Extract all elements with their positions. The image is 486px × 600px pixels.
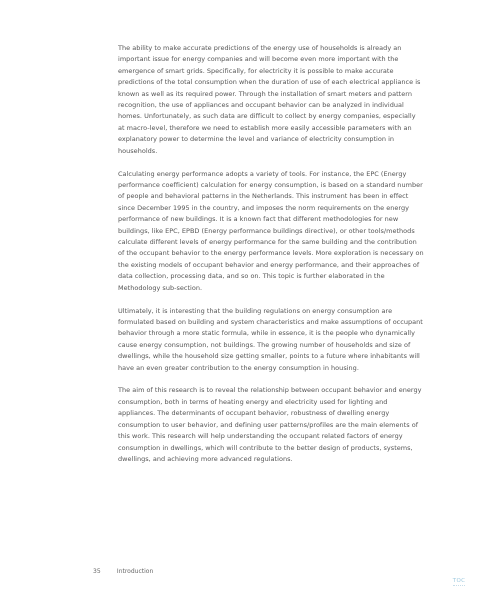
page-number: 35 [93,568,101,575]
toc-dots-icon [453,585,465,586]
paragraph-3: Ultimately, it is interesting that the building regulations on energy consumption are formulated based on building and system characteristics and make assumptions of occupant behavior through a more static formula, while in essence, it is the people who dynamically cause energy consumption, not buildings. The growing number of households and size of dwellings, while the household size getting smaller, points to a future where inhabitants will have an even greater contribution to the energy consumption in housing. [118,306,423,372]
paragraph-1: The ability to make accurate predictions of the energy use of households is already an important issue for energy companies and will become even more important with the emergence of smart grids. Specifically, for electricity it is possible to make accurate predictions of the total consumption when the duration of use of each electrical appliance is known as well as its required power. Through the installation of smart meters and pattern recognition, the use of appliances and occupant behavior can be analyzed in individual homes. Unfortunately, as such data are difficult to collect by energy companies, especially at macro-level, therefore we need to establish more easily accessible parameters with an explanatory power to determine the level and variance of electricity consumption in households. [118,44,421,155]
paragraph-4: The aim of this research is to reveal the relationship between occupant behavior and energy consumption, both in terms of heating energy and electricity used for lighting and appliances. The determinants of occupant behavior, robustness of dwelling energy consumption to user behavior, and defining user patterns/profiles are the main elements of this work. This research will help understanding the occupant related factors of energy consumption in dwellings, which will contribute to the better design of products, systems, dwellings, and achieving more advanced regulations. [118,386,422,463]
toc-link[interactable] [452,578,466,590]
page-footer [93,568,153,576]
section-name: Introduction [116,568,154,575]
paragraph-2: Calculating energy performance adopts a variety of tools. For instance, the EPC (Energy performance coefficient) calculation for energy consumption, is based on a standard number of people and behavioral patterns in the Netherlands. This instrument has been in effect since December 1995 in the country, and imposes the norm requirements on the energy performance of new buildings. It is a known fact that different methodologies for new buildings, like EPC, EPBD (Energy performance buildings directive), or other tools/methods calculate different levels of energy performance for the same building and the contribution of the occupant behavior to the energy performance levels. More exploration is necessary on the existing models of occupant behavior and energy performance, and their approaches of data collection, processing data, and so on. This topic is further elaborated in the Methodology sub-section. [118,169,424,292]
toc-label: TOC [452,578,466,584]
body-text [118,43,424,477]
